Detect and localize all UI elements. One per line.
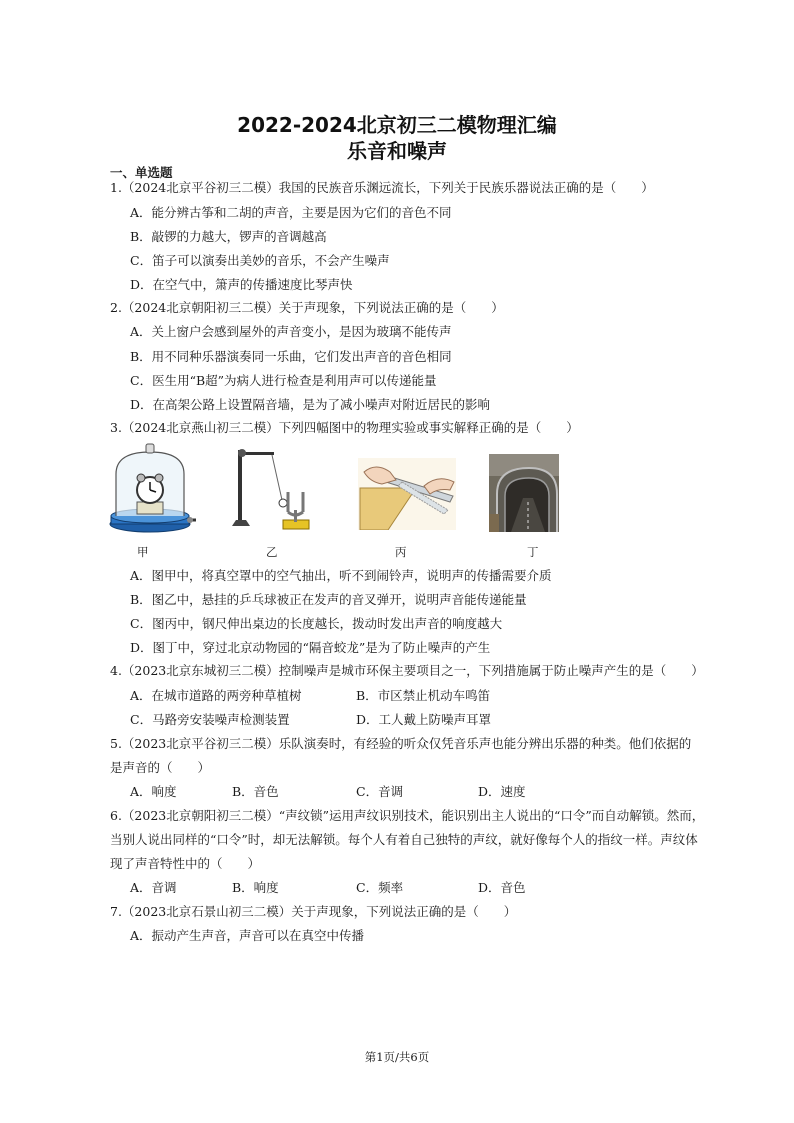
figure-caption-bing: 丙 [395,545,407,559]
tuning-fork-pingpong-figure [228,440,310,532]
figure-caption-yi: 乙 [266,545,278,559]
question-2-option-b: B．用不同种乐器演奏同一乐曲，它们发出声音的音色相同 [130,349,452,364]
question-1-option-c: C．笛子可以演奏出美妙的音乐，不会产生噪声 [130,253,390,268]
question-4-option-b: B．市区禁止机动车鸣笛 [356,688,491,703]
page-footer: 第1页/共6页 [364,1050,430,1064]
bell-jar-alarm-clock-figure [108,442,196,534]
question-4-option-d: D．工人戴上防噪声耳罩 [356,712,492,727]
question-4-stem: 4.（2023北京东城初三二模）控制噪声是城市环保主要项目之一，下列措施属于防止噪声产生的是（ ） [110,663,704,678]
question-1-option-a: A．能分辨古筝和二胡的声音，主要是因为它们的音色不同 [130,205,452,220]
question-3-option-c: C．图丙中，钢尺伸出桌边的长度越长，拨动时发出声音的响度越大 [130,616,503,631]
question-6-stem-line2: 当别人说出同样的“口令”时，却无法解锁。每个人有着自己独特的声纹，就好像每个人的指纹一样。声纹体 [110,832,698,847]
question-6-option-b: B．响度 [232,880,279,895]
question-2-option-c: C．医生用“B超”为病人进行检查是利用声可以传递能量 [130,373,437,388]
question-5-option-a: A．响度 [130,784,177,799]
question-1-option-b: B．敲锣的力越大，锣声的音调越高 [130,229,327,244]
question-6-option-c: C．频率 [356,880,404,895]
steel-ruler-figure [358,458,456,530]
question-6-option-a: A．音调 [130,880,177,895]
question-7-option-a: A．振动产生声音，声音可以在真空中传播 [130,928,365,943]
noise-barrier-tunnel-figure [489,454,559,532]
question-5-option-d: D．速度 [478,784,526,799]
question-6-option-d: D．音色 [478,880,526,895]
question-5-option-c: C．音调 [356,784,404,799]
question-5-option-b: B．音色 [232,784,279,799]
document-title: 2022-2024北京初三二模物理汇编 [237,113,557,137]
question-6-stem-line1: 6.（2023北京朝阳初三二模）“声纹锁”运用声纹识别技术，能识别出主人说出的“口令”而自动解锁。然而， [110,808,705,823]
question-3-option-a: A．图甲中，将真空罩中的空气抽出，听不到闹铃声，说明声的传播需要介质 [130,568,552,583]
question-2-stem: 2.（2024北京朝阳初三二模）关于声现象，下列说法正确的是（ ） [110,300,504,315]
question-3-option-b: B．图乙中，悬挂的乒乓球被正在发声的音叉弹开，说明声音能传递能量 [130,592,527,607]
question-5-stem-line2: 是声音的（ ） [110,760,211,775]
question-7-stem: 7.（2023北京石景山初三二模）关于声现象，下列说法正确的是（ ） [110,904,517,919]
question-4-option-a: A．在城市道路的两旁种草植树 [130,688,302,703]
question-2-option-d: D．在高架公路上设置隔音墙，是为了减小噪声对附近居民的影响 [130,397,491,412]
document-subtitle: 乐音和噪声 [347,139,447,163]
figure-caption-jia: 甲 [137,545,149,559]
question-1-stem: 1.（2024北京平谷初三二模）我国的民族音乐渊远流长，下列关于民族乐器说法正确的是（ ） [110,180,654,195]
section-heading: 一、单选题 [110,165,173,180]
figure-caption-ding: 丁 [527,545,539,559]
question-2-option-a: A．关上窗户会感到屋外的声音变小，是因为玻璃不能传声 [130,324,452,339]
question-6-stem-line3: 现了声音特性中的（ ） [110,856,261,871]
question-1-option-d: D．在空气中，箫声的传播速度比琴声快 [130,277,353,292]
question-3-option-d: D．图丁中，穿过北京动物园的“隔音蛟龙”是为了防止噪声的产生 [130,640,491,655]
question-3-stem: 3.（2024北京燕山初三二模）下列四幅图中的物理实验或事实解释正确的是（ ） [110,420,579,435]
question-4-option-c: C．马路旁安装噪声检测装置 [130,712,290,727]
question-5-stem-line1: 5.（2023北京平谷初三二模）乐队演奏时，有经验的听众仅凭音乐声也能分辨出乐器的种类。他们依据的 [110,736,692,751]
